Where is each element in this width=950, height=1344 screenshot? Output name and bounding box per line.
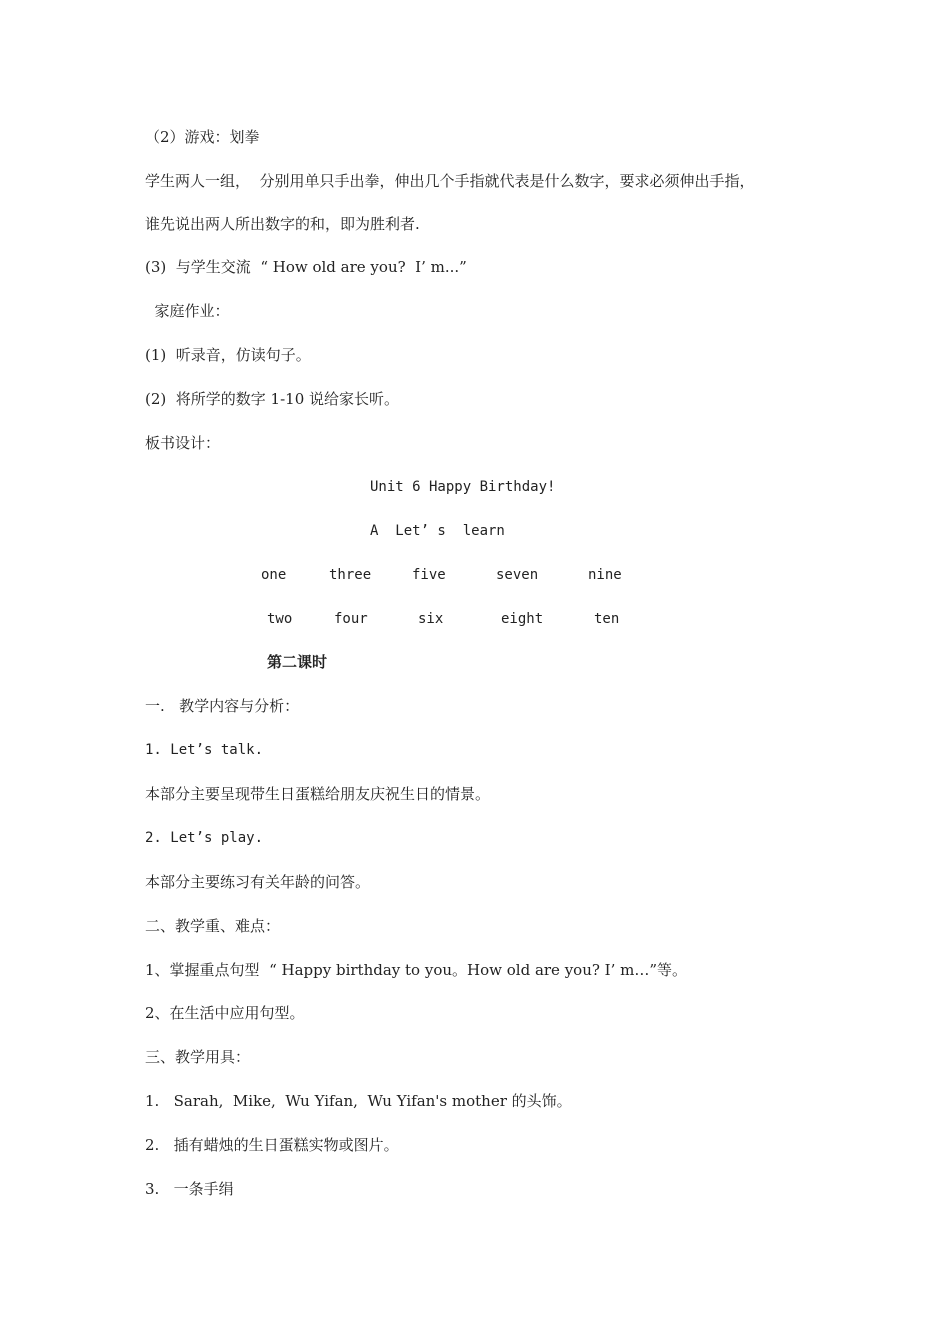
- section-3-item-2: 2. 插有蜡烛的生日蛋糕实物或图片。: [145, 1136, 399, 1154]
- section-2-item-1: 1、掌握重点句型 “ Happy birthday to you。How old are you? I’ m…”等。: [145, 961, 688, 979]
- game-heading: （2）游戏：划拳: [145, 128, 260, 146]
- game-rule-line-2: 谁先说出两人所出数字的和，即为胜利者.: [145, 215, 420, 233]
- section-1-item-1: 1. Let’s talk.: [145, 742, 264, 758]
- section-2-item-2: 2、在生活中应用句型。: [145, 1004, 305, 1022]
- board-subtitle: A Let’ s learn: [370, 523, 505, 539]
- section-1-item-2: 2. Let’s play.: [145, 830, 264, 846]
- homework-item-1: (1) 听录音，仿读句子。: [145, 346, 311, 364]
- section-3-item-1: 1. Sarah, Mike, Wu Yifan, Wu Yifan's mother 的头饰。: [145, 1092, 572, 1110]
- board-word: two: [267, 611, 293, 627]
- board-word: ten: [594, 611, 620, 627]
- homework-heading: 家庭作业：: [145, 302, 230, 320]
- lesson-two-heading: 第二课时: [267, 653, 328, 671]
- section-3-heading: 三、教学用具：: [145, 1048, 251, 1066]
- section-1-item-1-desc: 本部分主要呈现带生日蛋糕给朋友庆祝生日的情景。: [145, 785, 491, 803]
- board-word: nine: [588, 567, 622, 583]
- board-word: five: [412, 567, 446, 583]
- section-2-heading: 二、教学重、难点：: [145, 917, 281, 935]
- section-1-heading: 一. 教学内容与分析：: [145, 697, 300, 715]
- board-word: four: [334, 611, 368, 627]
- board-design-heading: 板书设计：: [145, 434, 221, 452]
- homework-item-2: (2) 将所学的数字 1-10 说给家长听。: [145, 390, 400, 408]
- section-3-item-3: 3. 一条手绢: [145, 1180, 234, 1198]
- section-1-item-2-desc: 本部分主要练习有关年龄的问答。: [145, 873, 371, 891]
- game-rule-line-1: 学生两人一组， 分别用单只手出拳，伸出几个手指就代表是什么数字，要求必须伸出手指，: [145, 172, 755, 190]
- communicate-line: (3) 与学生交流 “ How old are you? I’ m...”: [145, 258, 467, 276]
- board-word: six: [418, 611, 444, 627]
- board-word: one: [261, 567, 287, 583]
- board-title: Unit 6 Happy Birthday!: [370, 479, 556, 495]
- board-word: three: [329, 567, 372, 583]
- board-word: eight: [501, 611, 544, 627]
- board-word: seven: [496, 567, 539, 583]
